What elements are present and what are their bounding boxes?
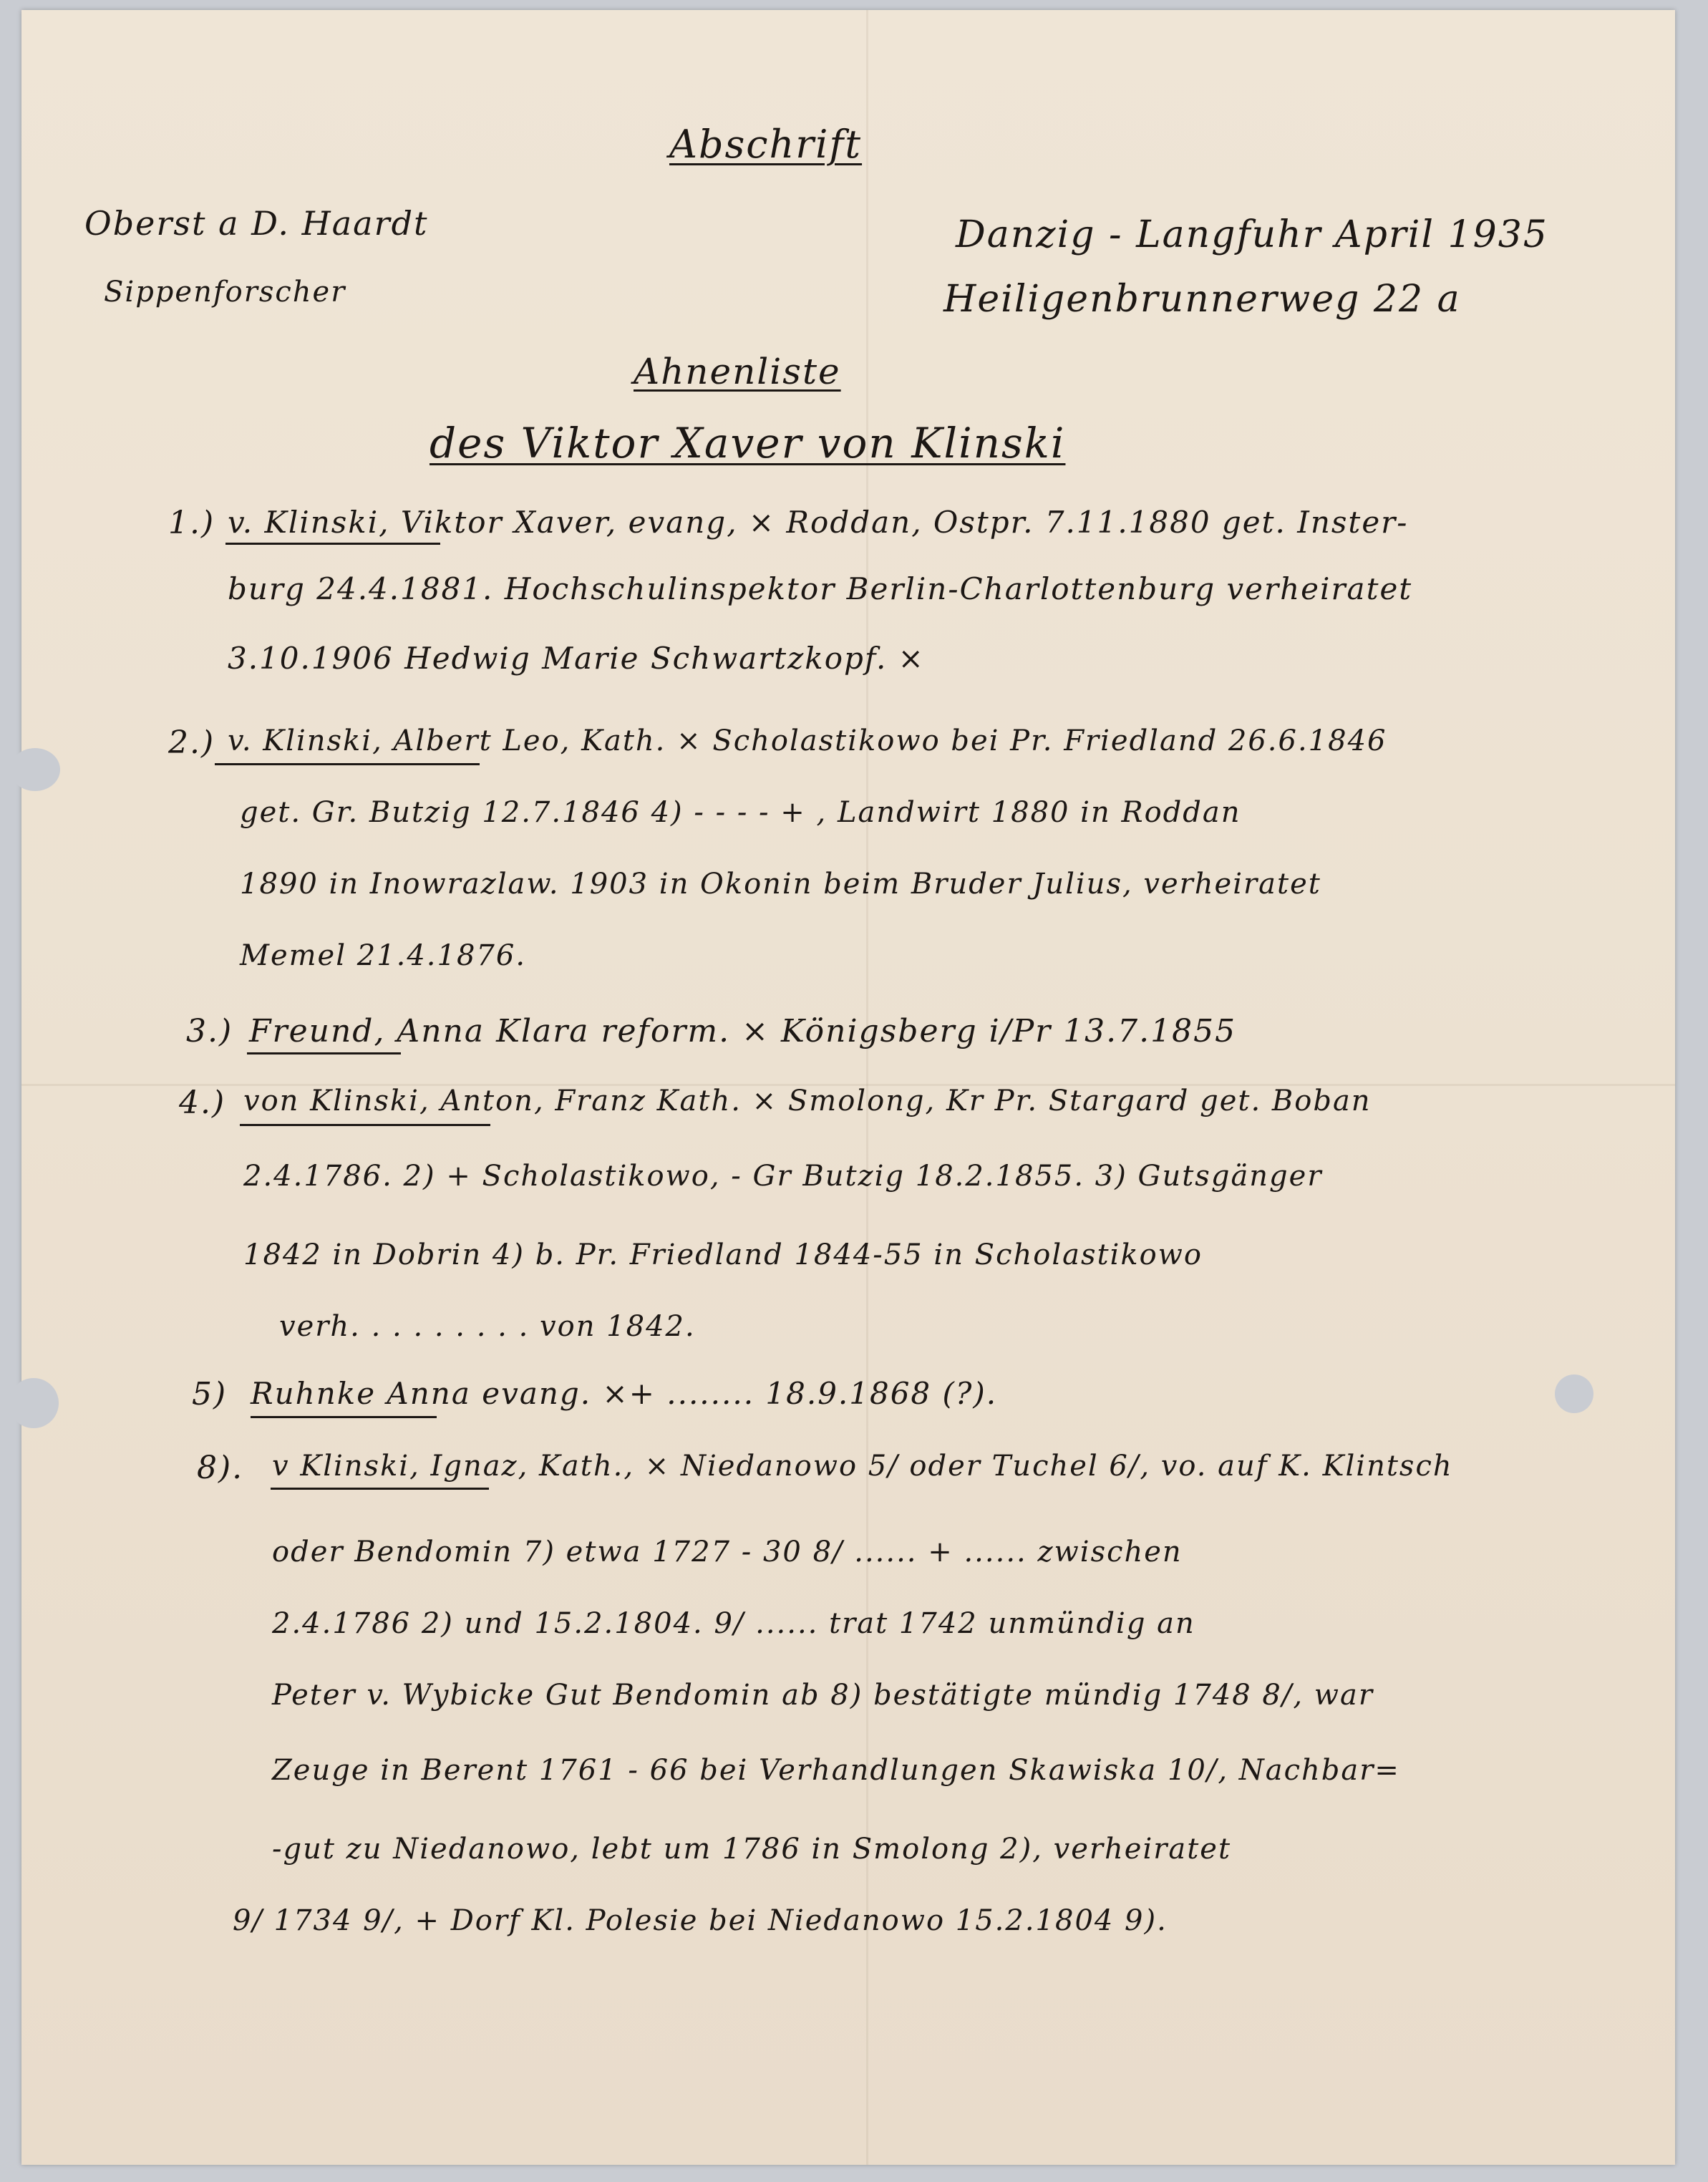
- sender-role: Sippenforscher: [104, 276, 346, 309]
- punch-hole: [1555, 1374, 1593, 1413]
- underline-surname: [215, 763, 480, 765]
- entry-number: 5): [192, 1376, 228, 1412]
- entry-line: von Klinski, Anton, Franz Kath. × Smolong, Kr Pr. Stargard get. Boban: [243, 1085, 1372, 1117]
- entry-line: 2.4.1786 2) und 15.2.1804. 9/ ...... trat 1742 unmündig an: [272, 1607, 1195, 1640]
- entry-line: v Klinski, Ignaz, Kath., × Niedanowo 5/ oder Tuchel 6/, vo. auf K. Klintsch: [272, 1450, 1453, 1483]
- underline-surname: [240, 1124, 490, 1126]
- entry-line: v. Klinski, Viktor Xaver, evang, × Roddan, Ostpr. 7.11.1880 get. Inster-: [228, 505, 1409, 540]
- document-subtitle: Ahnenliste: [634, 351, 841, 392]
- entry-number: 2.): [168, 724, 215, 761]
- entry-line: Ruhnke Anna evang. ×+ ........ 18.9.1868 (?).: [251, 1376, 998, 1411]
- entry-line: -gut zu Niedanowo, lebt um 1786 in Smolong 2), verheiratet: [272, 1833, 1232, 1866]
- document-subject: des Viktor Xaver von Klinski: [430, 419, 1066, 467]
- address: Heiligenbrunnerweg 22 a: [943, 278, 1461, 321]
- edge-tear-bottom: [9, 1378, 59, 1428]
- entry-line: v. Klinski, Albert Leo, Kath. × Scholastikowo bei Pr. Friedland 26.6.1846: [228, 724, 1387, 757]
- entry-number: 4.): [179, 1085, 226, 1121]
- entry-line: burg 24.4.1881. Hochschulinspektor Berlin-Charlottenburg verheiratet: [228, 571, 1413, 606]
- entry-line: Memel 21.4.1876.: [240, 939, 527, 972]
- document-heading: Abschrift: [669, 122, 863, 167]
- underline-surname: [225, 543, 440, 545]
- entry-line: oder Bendomin 7) etwa 1727 - 30 8/ ...... + ...... zwischen: [272, 1536, 1183, 1568]
- underline-surname: [247, 1052, 401, 1054]
- sender-name: Oberst a D. Haardt: [84, 204, 429, 243]
- entry-number: 8).: [197, 1450, 244, 1486]
- entry-line: 1890 in Inowrazlaw. 1903 in Okonin beim Bruder Julius, verheiratet: [240, 868, 1321, 901]
- entry-line: get. Gr. Butzig 12.7.1846 4) - - - - + , Landwirt 1880 in Roddan: [240, 796, 1241, 829]
- entry-line: Peter v. Wybicke Gut Bendomin ab 8) bestätigte mündig 1748 8/, war: [272, 1679, 1374, 1712]
- underline-surname: [251, 1416, 437, 1418]
- entry-line: 1842 in Dobrin 4) b. Pr. Friedland 1844-55 in Scholastikowo: [243, 1238, 1203, 1271]
- edge-tear-top: [10, 748, 60, 791]
- entry-number: 3.): [186, 1013, 233, 1049]
- underline-surname: [271, 1488, 489, 1490]
- entry-line: 9/ 1734 9/, + Dorf Kl. Polesie bei Niedanowo 15.2.1804 9).: [233, 1904, 1168, 1937]
- entry-number: 1.): [168, 505, 215, 541]
- entry-line: verh. . . . . . . . . von 1842.: [279, 1310, 696, 1343]
- entry-line: Zeuge in Berent 1761 - 66 bei Verhandlungen Skawiska 10/, Nachbar=: [272, 1754, 1400, 1787]
- entry-line: Freund, Anna Klara reform. × Königsberg i/Pr 13.7.1855: [249, 1013, 1237, 1049]
- entry-line: 3.10.1906 Hedwig Marie Schwartzkopf. ×: [228, 641, 925, 676]
- place-date: Danzig - Langfuhr April 1935: [956, 213, 1548, 256]
- entry-line: 2.4.1786. 2) + Scholastikowo, - Gr Butzig 18.2.1855. 3) Gutsgänger: [243, 1160, 1323, 1193]
